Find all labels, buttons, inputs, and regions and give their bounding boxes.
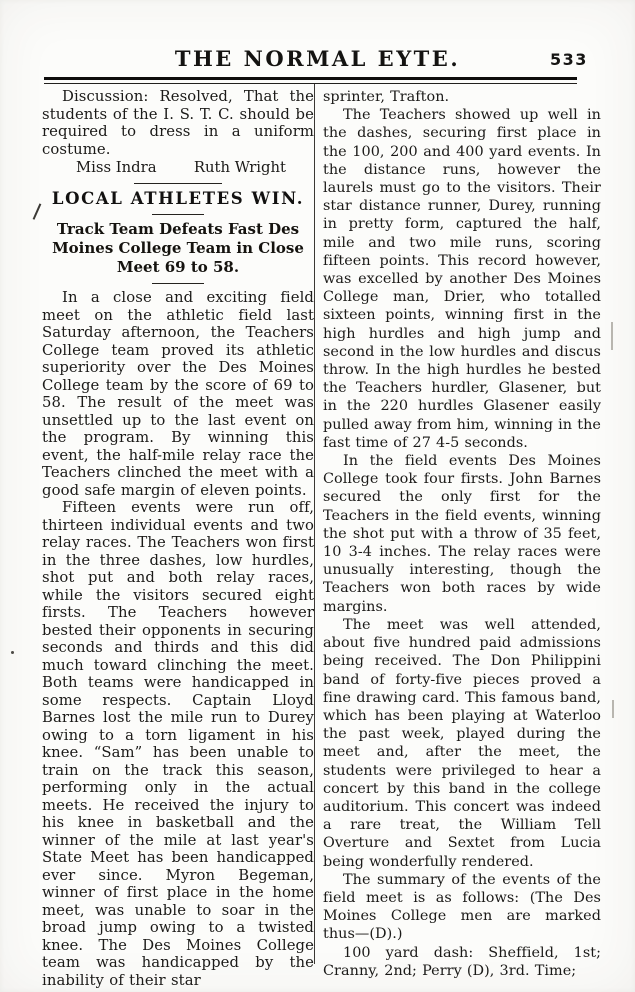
article-paragraph: The meet was well attended, about five hundred paid admissions being received. The Don Philippini band of forty-five pieces proved a fine drawing card. This famous band, which has been playing at Waterloo the past week, played during the meet and, after the meet, the students were privileged to hear a concert by this band in the college auditorium. This concert was indeed a rare treat, the William Tell Overture and Sextet from Lucia being wonderfully rendered.	[323, 616, 601, 870]
signatories-line	[42, 158, 314, 177]
article-paragraph: The Teachers showed up well in the dashes, securing first place in the 100, 200 and 400 yard events. In the distance runs, however the laurels must go to the visitors. Their star distance runner, Durey, running in pretty form, captured the half, mile and two mile runs, scoring fifteen points. This record however, was excelled by another Des Moines College man, Drier, who totalled sixteen points, winning first in the high hurdles and high jump and second in the low hurdles and discus throw. In the high hurdles he bested the Teachers hurdler, Glasener, but in the 220 hurdles Glasener easily pulled away from him, winning in the fast time of 27 4-5 seconds.	[323, 107, 601, 451]
scan-artifact-speck	[11, 651, 14, 654]
signatory-name: Miss Indra	[76, 159, 157, 176]
article-paragraph: In a close and exciting field meet on the athletic field last Saturday afternoon, the Teachers College team proved its athletic superiority over the Des Moines College team by the score of 69 to 58. The result of the meet was unsettled up to the last event on the program. By winning this event, the half-mile relay race the Teachers clinched the meet with a good safe margin of eleven points.	[42, 289, 314, 499]
article-paragraph: Fifteen events were run off, thirteen individual events and two relay races. The Teachers won first in the three dashes, low hurdles, shot put and both relay races, while the visitors secured eight firsts. The Teachers however bested their opponents in securing seconds and thirds and this did much toward clinching the meet. Both teams were handicapped in some respects. Captain Lloyd Barnes lost the mile run to Durey owing to a torn ligament in his knee. “Sam” has been unable to train on the track this season, performing only in the actual meets. He received the injury to his knee in basketball and the winner of the mile at last year's State Meet has been handicapped ever since. Myron Begeman, winner of first place in the home meet, was unable to soar in the broad jump owing to a twisted knee. The Des Moines College team was handicapped by the inability of their star	[42, 499, 314, 989]
page-number: 533	[550, 50, 588, 69]
column-divider-rule	[314, 84, 315, 964]
section-divider-rule	[134, 183, 222, 184]
article-headline: LOCAL ATHLETES WIN.	[51, 189, 305, 208]
section-divider-rule	[152, 283, 204, 284]
article-paragraph-continuation: sprinter, Trafton.	[323, 89, 450, 105]
article-subheadline: Track Team Defeats Fast Des Moines College Team in Close Meet 69 to 58.	[52, 220, 304, 276]
discussion-paragraph: Discussion: Resolved, That the students of the I. S. T. C. should be required to dress in a uniform costume.	[42, 88, 314, 158]
section-divider-rule	[152, 214, 204, 215]
signatory-name: Ruth Wright	[193, 159, 286, 176]
article-paragraph: 100 yard dash: Sheffield, 1st; Cranny, 2nd; Perry (D), 3rd. Time;	[323, 944, 601, 979]
article-paragraph: In the field events Des Moines College took four firsts. John Barnes secured the only first for the Teachers in the field events, winning the shot put with a throw of 35 feet, 10 3-4 inches. The relay races were unusually interesting, though the Teachers won both races by wide margins.	[323, 453, 601, 615]
scan-artifact-slash	[33, 203, 41, 219]
scan-artifact-edge	[611, 322, 613, 350]
left-column	[42, 88, 314, 989]
article-paragraph: The summary of the events of the field meet is as follows: (The Des Moines College men are marked thus—(D).)	[323, 871, 601, 943]
header-rule	[44, 77, 577, 84]
right-column	[323, 88, 601, 980]
masthead-title: THE NORMAL EYTE.	[174, 46, 461, 71]
scan-artifact-edge	[612, 700, 614, 718]
